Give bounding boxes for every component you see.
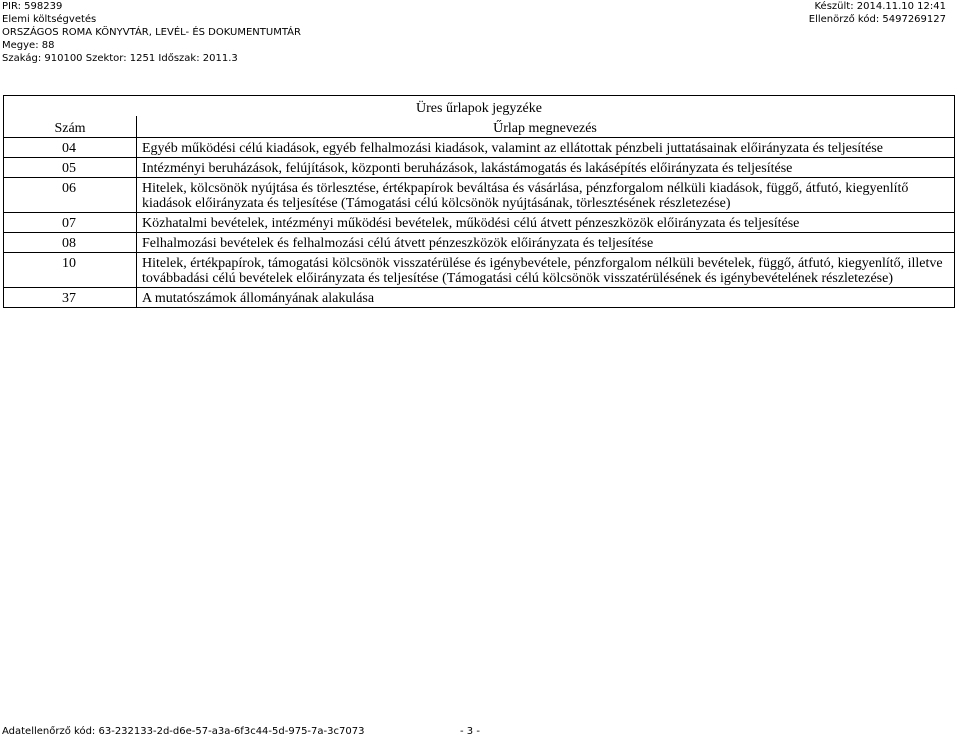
sector-period-label: Szakág: 910100 Szektor: 1251 Időszak: 2011.3 bbox=[2, 53, 238, 64]
form-number: 37 bbox=[4, 288, 137, 308]
institution-name: ORSZÁGOS ROMA KÖNYVTÁR, LEVÉL- ÉS DOKUMENTUMTÁR bbox=[2, 27, 301, 38]
form-number: 05 bbox=[4, 158, 137, 178]
page-footer bbox=[2, 726, 480, 737]
form-name: Hitelek, értékpapírok, támogatási kölcsönök visszatérülése és igénybevétele, pénzforgalom nélküli bevételek, függő, átfutó, kiegyenlítő, illetve továbbadási célú bevételek előirányzata és teljesítése (Támogatási célú kölcsönök visszatérülésének és igénybevételének részletezése) bbox=[137, 253, 955, 288]
form-number: 04 bbox=[4, 138, 137, 158]
form-number: 06 bbox=[4, 178, 137, 213]
page-number: - 3 - bbox=[460, 726, 480, 737]
table-row bbox=[4, 288, 955, 308]
column-header-number: Szám bbox=[4, 116, 137, 138]
report-type: Elemi költségvetés bbox=[2, 14, 97, 25]
county-label: Megye: 88 bbox=[2, 40, 55, 51]
control-code: Ellenörző kód: 5497269127 bbox=[808, 14, 946, 25]
table-row bbox=[4, 233, 955, 253]
header-right bbox=[809, 0, 946, 26]
data-checksum: Adatellenőrző kód: 63-232133-2d-d6e-57-a3a-6f3c44-5d-975-7a-3c7073 bbox=[2, 726, 365, 737]
created-timestamp: Készült: 2014.11.10 12:41 bbox=[814, 1, 946, 12]
table-row bbox=[4, 138, 955, 158]
table-row bbox=[4, 213, 955, 233]
pir-label: PIR: 598239 bbox=[2, 1, 63, 12]
form-name: Egyéb működési célú kiadások, egyéb felhalmozási kiadások, valamint az ellátottak pénzbeli juttatásainak előirányzata és teljesítése bbox=[137, 138, 955, 158]
column-header-name: Űrlap megnevezés bbox=[137, 116, 955, 138]
form-name: Közhatalmi bevételek, intézményi működési bevételek, működési célú átvett pénzeszközök előirányzata és teljesítése bbox=[137, 213, 955, 233]
table-title: Üres űrlapok jegyzéke bbox=[4, 96, 955, 117]
table-row bbox=[4, 158, 955, 178]
table-row bbox=[4, 253, 955, 288]
form-name: Felhalmozási bevételek és felhalmozási célú átvett pénzeszközök előirányzata és teljesítése bbox=[137, 233, 955, 253]
form-name: A mutatószámok állományának alakulása bbox=[137, 288, 955, 308]
table-row bbox=[4, 178, 955, 213]
form-name: Intézményi beruházások, felújítások, központi beruházások, lakástámogatás és lakásépítés előirányzata és teljesítése bbox=[137, 158, 955, 178]
form-number: 07 bbox=[4, 213, 137, 233]
form-name: Hitelek, kölcsönök nyújtása és törlesztése, értékpapírok beváltása és vásárlása, pénzforgalom nélküli kiadások, függő, átfutó, kiegyenlítő kiadások előirányzata és teljesítése (Támogatási célú kölcsönök nyújtásának, törlesztésének részletezése) bbox=[137, 178, 955, 213]
form-number: 08 bbox=[4, 233, 137, 253]
header-left bbox=[2, 0, 301, 65]
empty-forms-table bbox=[3, 95, 955, 308]
form-number: 10 bbox=[4, 253, 137, 288]
